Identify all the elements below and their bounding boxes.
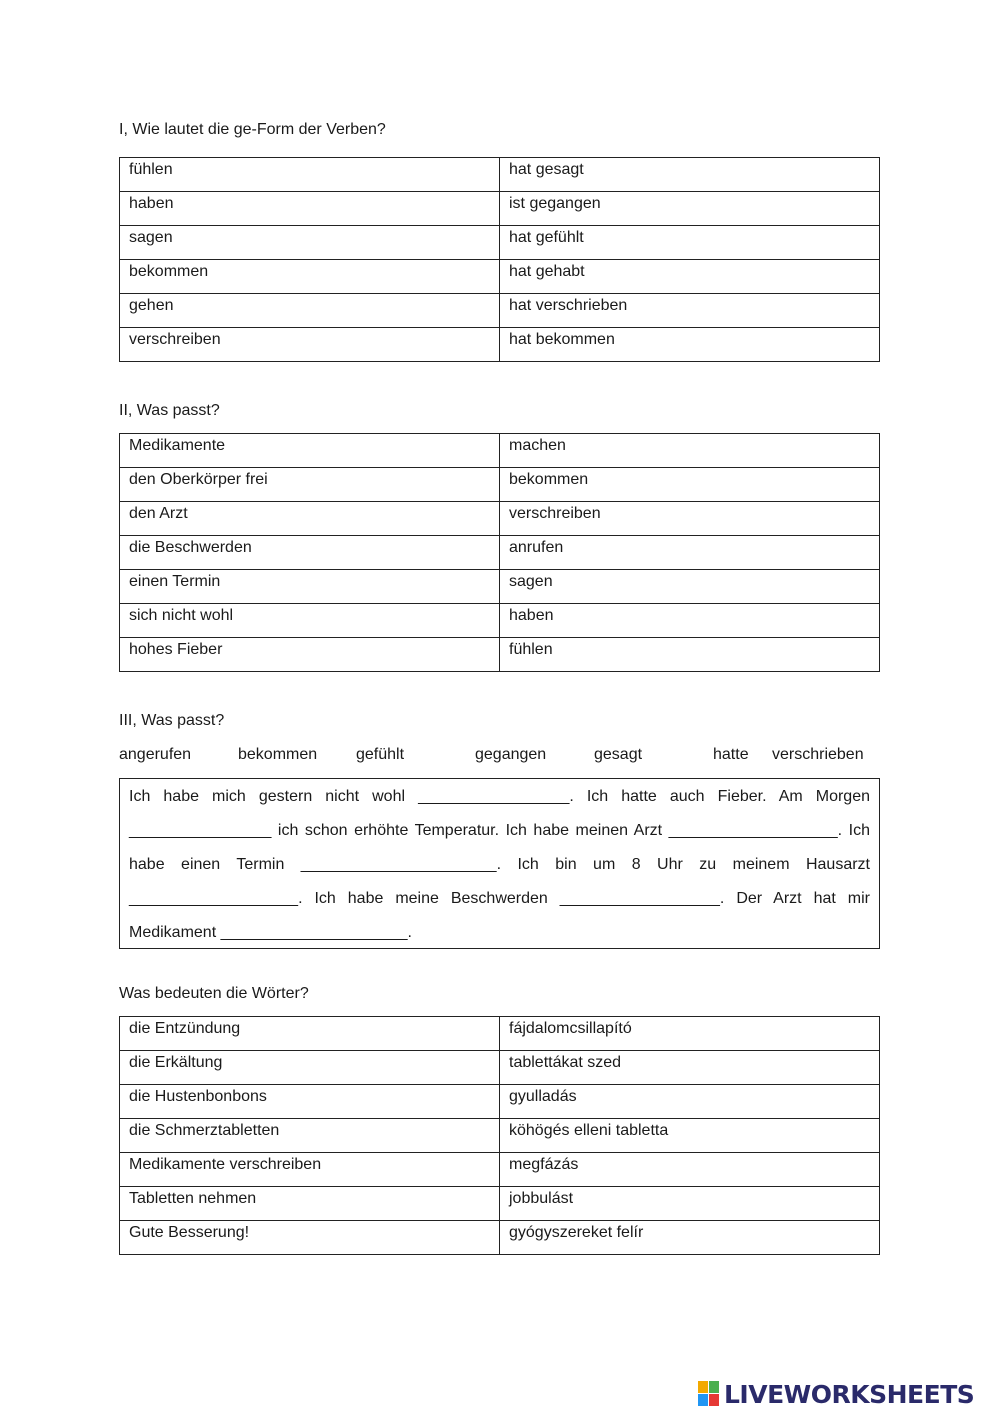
table-row [120,1153,880,1187]
table-cell-right: sagen [500,570,880,604]
logo-square [709,1381,719,1393]
table-row [120,1017,880,1051]
table-cell-right: machen [500,434,880,468]
table-cell-left: Gute Besserung! [120,1221,500,1255]
table-row [120,226,880,260]
table-cell-right: hat gesagt [500,158,880,192]
word-bank-item: verschrieben [772,746,864,763]
table-row [120,604,880,638]
table-cell-left: die Hustenbonbons [120,1085,500,1119]
table-cell-right: köhögés elleni tabletta [500,1119,880,1153]
gap-fill-text: Ich habe mich gestern nicht wohl _________________. Ich hatte auch Fieber. Am Morgen ________________ ich schon erhöhte Temperatur. Ich habe meinen Arzt ___________________. Ich habe einen Termin ______________________. Ich bin um 8 Uhr zu meinem Hausarzt ___________________. Ich habe meine Beschwerden __________________. Der Arzt hat mir Medikament _____________________. [119,778,880,949]
vocabulary-table [119,1016,880,1255]
table-cell-right: gyógyszereket felír [500,1221,880,1255]
table-cell-right: hat gehabt [500,260,880,294]
logo-mark-icon [698,1381,720,1407]
table-row [120,1085,880,1119]
table-row [120,468,880,502]
table-row [120,294,880,328]
table-row [120,536,880,570]
table-row [120,434,880,468]
logo-square [698,1381,708,1393]
table-row [120,192,880,226]
word-bank-item: gesagt [594,746,643,763]
table-cell-right: anrufen [500,536,880,570]
table-cell-left: die Entzündung [120,1017,500,1051]
word-bank-item: gegangen [475,746,547,763]
table-cell-left: die Schmerztabletten [120,1119,500,1153]
table-row [120,1051,880,1085]
table-cell-right: fájdalomcsillapító [500,1017,880,1051]
table-cell-left: hohes Fieber [120,638,500,672]
table-cell-left: fühlen [120,158,500,192]
table-cell-right: verschreiben [500,502,880,536]
matching-table [119,433,880,672]
logo-text: LIVEWORKSHEETS [724,1379,975,1409]
word-bank-item: angerufen [119,746,192,763]
table-cell-right: megfázás [500,1153,880,1187]
table-cell-right: hat gefühlt [500,226,880,260]
table-cell-right: tablettákat szed [500,1051,880,1085]
table-row [120,502,880,536]
table-row [120,1119,880,1153]
table-cell-left: den Oberkörper frei [120,468,500,502]
word-bank-item: gefühlt [356,746,405,763]
section3-heading: III, Was passt? [119,712,225,729]
table-cell-left: einen Termin [120,570,500,604]
verb-form-table [119,157,880,362]
table-cell-right: jobbulást [500,1187,880,1221]
table-cell-left: Tabletten nehmen [120,1187,500,1221]
section4-heading: Was bedeuten die Wörter? [119,985,309,1002]
table-cell-right: hat verschrieben [500,294,880,328]
table-cell-left: verschreiben [120,328,500,362]
logo-square [698,1394,708,1406]
table-row [120,328,880,362]
word-bank-item: bekommen [238,746,318,763]
section2-heading: II, Was passt? [119,402,220,419]
table-cell-left: die Erkältung [120,1051,500,1085]
word-bank-item: hatte [713,746,749,763]
table-cell-left: bekommen [120,260,500,294]
table-cell-left: die Beschwerden [120,536,500,570]
table-cell-left: haben [120,192,500,226]
table-row [120,260,880,294]
table-row [120,570,880,604]
table-cell-left: sich nicht wohl [120,604,500,638]
table-cell-right: fühlen [500,638,880,672]
table-row [120,1187,880,1221]
table-cell-left: den Arzt [120,502,500,536]
section1-heading: I, Wie lautet die ge-Form der Verben? [119,121,386,138]
table-cell-left: sagen [120,226,500,260]
table-row [120,638,880,672]
table-row [120,1221,880,1255]
table-cell-right: gyulladás [500,1085,880,1119]
table-cell-right: ist gegangen [500,192,880,226]
table-cell-left: gehen [120,294,500,328]
table-row [120,158,880,192]
logo-square [709,1394,719,1406]
table-cell-left: Medikamente [120,434,500,468]
table-cell-right: bekommen [500,468,880,502]
table-cell-right: haben [500,604,880,638]
table-cell-right: hat bekommen [500,328,880,362]
liveworksheets-logo[interactable] [698,1378,974,1410]
table-cell-left: Medikamente verschreiben [120,1153,500,1187]
